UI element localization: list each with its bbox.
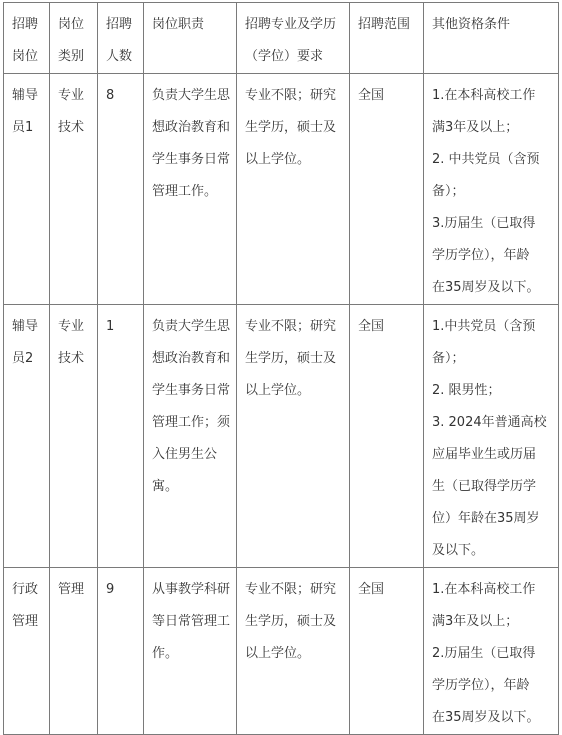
cell-scope: 全国	[350, 305, 424, 568]
cell-category: 专业 技术	[50, 305, 98, 568]
table-row	[4, 568, 559, 735]
cell-conditions: 1.中共党员（含预 备）； 2. 限男性； 3. 2024年普通高校 应届毕业生或历届 生（已取得学历学 位）年龄在35周岁 及以下。	[424, 305, 559, 568]
header-category: 岗位 类别	[50, 3, 98, 74]
cell-education: 专业不限；研究 生学历，硕士及 以上学位。	[237, 568, 350, 735]
cell-count: 1	[98, 305, 144, 568]
cell-duties: 负责大学生思 想政治教育和 学生事务日常 管理工作。	[144, 74, 237, 305]
table-row	[4, 74, 559, 305]
header-count: 招聘 人数	[98, 3, 144, 74]
cell-count: 8	[98, 74, 144, 305]
cell-scope: 全国	[350, 74, 424, 305]
cell-position: 行政 管理	[4, 568, 50, 735]
table-row	[4, 305, 559, 568]
header-duties: 岗位职责	[144, 3, 237, 74]
header-position: 招聘 岗位	[4, 3, 50, 74]
cell-conditions: 1.在本科高校工作 满3年及以上； 2. 中共党员（含预 备）； 3.历届生（已取得 学历学位），年龄 在35周岁及以下。	[424, 74, 559, 305]
cell-scope: 全国	[350, 568, 424, 735]
cell-duties: 负责大学生思 想政治教育和 学生事务日常 管理工作；须 入住男生公 寓。	[144, 305, 237, 568]
cell-conditions: 1.在本科高校工作 满3年及以上； 2.历届生（已取得 学历学位），年龄 在35周岁及以下。	[424, 568, 559, 735]
cell-category: 专业 技术	[50, 74, 98, 305]
header-education: 招聘专业及学历 （学位）要求	[237, 3, 350, 74]
cell-duties: 从事教学科研 等日常管理工 作。	[144, 568, 237, 735]
cell-education: 专业不限；研究 生学历，硕士及 以上学位。	[237, 74, 350, 305]
cell-education: 专业不限；研究 生学历，硕士及 以上学位。	[237, 305, 350, 568]
cell-count: 9	[98, 568, 144, 735]
cell-category: 管理	[50, 568, 98, 735]
cell-position: 辅导 员1	[4, 74, 50, 305]
recruitment-table	[3, 2, 559, 735]
cell-position: 辅导 员2	[4, 305, 50, 568]
table-header-row	[4, 3, 559, 74]
header-scope: 招聘范围	[350, 3, 424, 74]
header-conditions: 其他资格条件	[424, 3, 559, 74]
